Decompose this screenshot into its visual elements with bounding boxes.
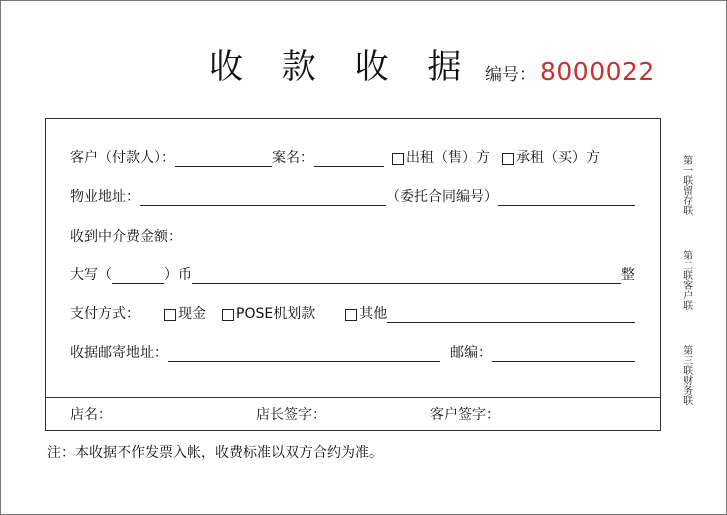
customer-signature-label: 客户签字： [430,407,500,423]
customer-row [70,143,635,167]
manager-signature-label: 店长签字： [256,407,326,423]
property-address-row [70,182,635,206]
other-payment-field[interactable] [387,305,635,323]
postcode-label: 邮编： [450,345,492,361]
store-name-label: 店名： [70,407,112,423]
copy-label-3: 第三联财务联 [680,344,692,405]
copy-label-1: 第一联留存联 [680,154,692,215]
payment-method-label: 支付方式： [70,306,140,322]
pos-checkbox[interactable] [222,309,234,321]
pos-label: POSE机划款 [236,306,316,322]
other-label: 其他 [359,306,388,322]
cash-label: 现金 [178,306,206,322]
other-checkbox[interactable] [345,309,357,321]
signature-divider [46,397,660,398]
postcode-field[interactable] [492,344,635,362]
rent-out-checkbox[interactable] [392,153,404,165]
mailing-address-field[interactable] [168,344,440,362]
whole-label: 整 [621,267,635,283]
rent-in-option[interactable] [502,149,600,167]
property-address-label: 物业地址： [70,189,140,205]
uppercase-label: 大写（ [70,267,112,283]
payment-option-pos[interactable] [222,305,315,323]
payment-method-row [70,299,635,323]
serial-number: 8000022 [540,57,655,86]
payment-option-cash[interactable] [164,305,206,323]
fee-amount-label: 收到中介费金额： [70,229,182,245]
cash-checkbox[interactable] [164,309,176,321]
page-title: 收 款 收 据 [209,47,476,87]
serial-label: 编号： [485,65,536,85]
property-address-field[interactable] [140,188,386,206]
uppercase-amount-field[interactable] [192,266,621,284]
customer-label: 客户（付款人）： [70,150,175,166]
commission-contract-label: （委托合同编号） [386,189,498,205]
customer-field[interactable] [175,149,272,167]
rent-in-checkbox[interactable] [502,153,514,165]
mailing-address-label: 收据邮寄地址： [70,345,168,361]
rent-in-label: 承租（买）方 [516,150,600,166]
form-box [45,118,661,431]
commission-contract-field[interactable] [498,188,635,206]
currency-label: ）币 [164,267,192,283]
serial-number-block [485,57,655,87]
uppercase-amount-row [70,260,635,284]
mailing-address-row [70,338,635,362]
copy-label-2: 第二联客户联 [680,249,692,310]
footnote: 注：本收据不作发票入帐，收费标准以双方合约为准。 [47,445,383,461]
payment-option-other[interactable] [345,305,387,323]
rent-out-label: 出租（售）方 [406,150,490,166]
case-name-label: 案名： [272,150,314,166]
case-name-field[interactable] [314,149,384,167]
fee-amount-row [70,222,635,246]
copy-labels [679,137,693,422]
rent-out-option[interactable] [392,149,490,167]
currency-type-field[interactable] [112,266,164,284]
